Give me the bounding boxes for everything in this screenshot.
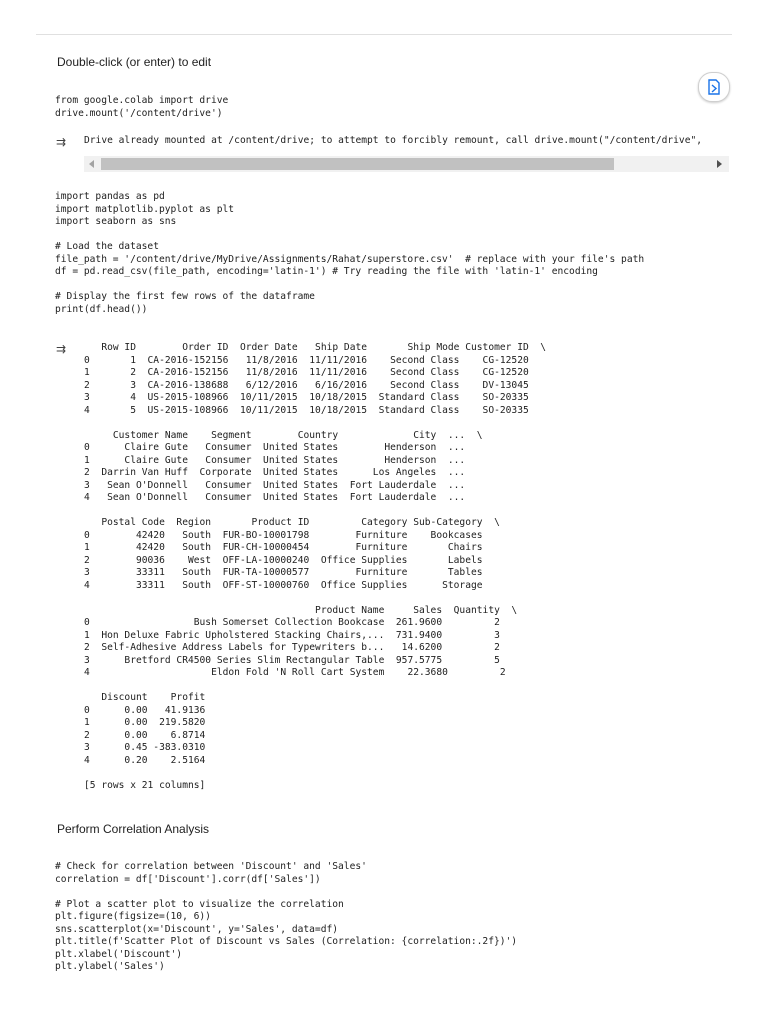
horizontal-scrollbar[interactable] <box>84 156 729 172</box>
section-heading-correlation[interactable]: Perform Correlation Analysis <box>57 822 210 836</box>
code-cell-drive-mount[interactable]: from google.colab import drive drive.mount('/content/drive') <box>55 95 229 119</box>
top-divider <box>36 34 732 35</box>
code-cell-correlation[interactable]: # Check for correlation between 'Discount' and 'Sales' correlation = df['Discount'].corr(df['Sales']) # Plot a scatter plot to visualize the correlation plt.figure(figsize=(10, 6)) sns.scatterplot(x='Discount', y='Sales', data=df) plt.title(f'Scatter Plot of Discount vs Sales (Correlation: {correlation:.2f})') plt.xlabel('Discount') plt.ylabel('Sales') <box>55 861 518 972</box>
edit-cell-icon <box>707 79 721 95</box>
scroll-right-arrow-icon[interactable] <box>717 160 722 168</box>
text-cell-intro[interactable]: Double-click (or enter) to edit <box>57 55 212 69</box>
scroll-thumb[interactable] <box>101 158 614 170</box>
output-icon[interactable]: ⇉ <box>56 342 67 356</box>
edit-cell-button[interactable] <box>698 72 730 102</box>
scroll-left-arrow-icon[interactable] <box>89 160 94 168</box>
output-drive-message: Drive already mounted at /content/drive; to attempt to forcibly remount, call drive.mount("/content/drive", <box>84 135 703 146</box>
output-icon[interactable]: ⇉ <box>56 135 67 149</box>
code-cell-load-data[interactable]: import pandas as pd import matplotlib.pyplot as plt import seaborn as sns # Load the dataset file_path = '/content/drive/MyDrive/Assignments/Rahat/superstore.csv' # replace with your file's path df = pd.read_csv(file_path, encoding='latin-1') # Try reading the file with 'latin-1' encoding # Display the first few rows of the dataframe print(df.head()) <box>55 191 645 315</box>
output-dataframe-head: Row ID Order ID Order Date Ship Date Ship Mode Customer ID \ 0 1 CA-2016-152156 11/8/2016 11/11/2016 Second Class CG-12520 1 2 CA-2016-152156 11/8/2016 11/11/2016 Second Class CG-12520 2 3 CA-2016-138688 6/12/2016 6/16/2016 Second Class DV-13045 3 4 US-2015-108966 10/11/2015 10/18/2015 Standard Class SO-20335 4 5 US-2015-108966 10/11/2015 10/18/2015 Standard Class SO-20335 Customer Name Segment Country City ... \ 0 Claire Gute Consumer United States Henderson ... 1 Claire Gute Consumer United States Henderson ... 2 Darrin Van Huff Corporate United States Los Angeles ... 3 Sean O'Donnell Consumer United States Fort Lauderdale ... 4 Sean O'Donnell Consumer United States Fort Lauderdale ... Postal Code Region Product ID Category Sub-Category \ 0 42420 South FUR-BO-10001798 Furniture Bookcases 1 42420 South FUR-CH-10000454 Furniture Chairs 2 90036 West OFF-LA-10000240 Office Supplies Labels 3 33311 South FUR-TA-10000577 Furniture Tables 4 33311 South OFF-ST-10000760 Office Supplies Storage Product Name Sales Quantity \ 0 Bush Somerset Collection Bookcase 261.9600 2 1 Hon Deluxe Fabric Upholstered Stacking Chairs,... 731.9400 3 2 Self-Adhesive Address Labels for Typewriters b... 14.6200 2 3 Bretford CR4500 Series Slim Rectangular Table 957.5775 5 4 Eldon Fold 'N Roll Cart System 22.3680 2 Discount Profit 0 0.00 41.9136 1 0.00 219.5820 2 0.00 6.8714 3 0.45 -383.0310 4 0.20 2.5164 [5 rows x 21 columns] <box>84 342 547 791</box>
